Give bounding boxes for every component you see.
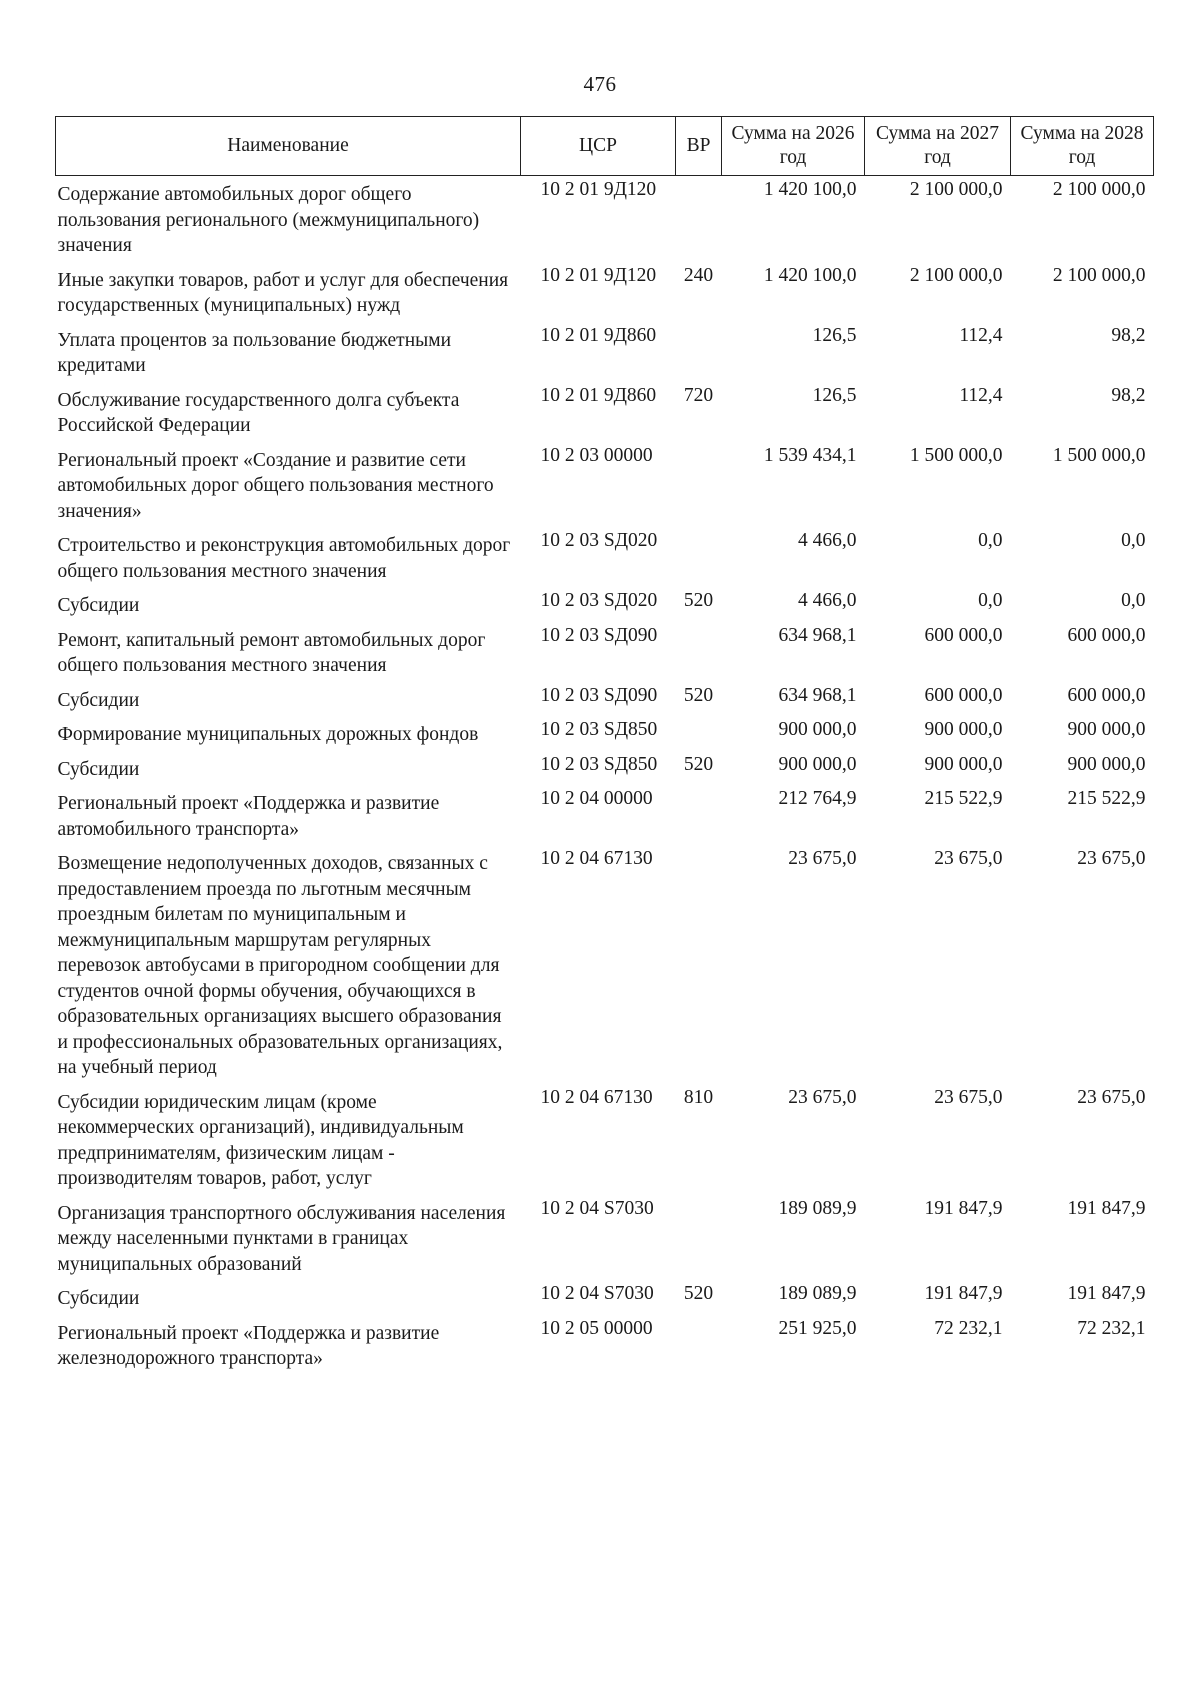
row-sum-2028: 900 000,0 (1067, 719, 1146, 740)
row-name: Возмещение недополученных доходов, связанных с предоставлением проезда по льготным месячным проездным билетам по муниципальным и межмуниципальным маршрутам регулярных перевозок автобусами в пригородном сообщении для студентов очной формы обучения, обучающихся в образовательных организациях высшего образования и профессиональных образовательных организациях, на учебный период (57, 853, 503, 1078)
row-sum-2028: 191 847,9 (1067, 1283, 1146, 1304)
row-vr: 240 (683, 264, 714, 286)
row-name: Региональный проект «Создание и развитие сети автомобильных дорог общего пользования местного значения» (57, 449, 494, 522)
row-sum-2027: 900 000,0 (924, 753, 1003, 775)
row-sum-2028: 98,2 (1111, 384, 1146, 406)
row-vr: 520 (683, 753, 714, 775)
row-csr: 10 2 01 9Д120 (540, 264, 657, 286)
row-sum-2027: 0,0 (978, 590, 1003, 611)
row-name: Субсидии (57, 689, 140, 711)
row-sum-2027: 0,0 (978, 530, 1003, 551)
row-name: Организация транспортного обслуживания населения между населенными пунктами в границах муниципальных образований (57, 1202, 506, 1275)
row-sum-2027: 600 000,0 (924, 624, 1003, 646)
row-csr: 10 2 03 SД020 (540, 530, 658, 551)
budget-table (55, 116, 1154, 1375)
header-sum-2028: Сумма на 2028 год (1011, 117, 1154, 176)
row-name: Субсидии (57, 758, 140, 780)
row-sum-2028: 2 100 000,0 (1052, 264, 1146, 286)
row-name: Субсидии (57, 1288, 140, 1309)
row-csr: 10 2 01 9Д860 (540, 324, 657, 346)
row-sum-2027: 215 522,9 (924, 788, 1003, 809)
row-csr: 10 2 04 00000 (540, 788, 653, 809)
row-sum-2026: 23 675,0 (788, 848, 857, 869)
table-row (56, 751, 1154, 786)
row-csr: 10 2 01 9Д120 (540, 179, 657, 200)
row-sum-2027: 112,4 (959, 384, 1003, 406)
row-vr: 520 (683, 684, 714, 706)
row-sum-2026: 251 925,0 (778, 1317, 857, 1339)
row-sum-2027: 191 847,9 (924, 1283, 1003, 1304)
table-row (56, 527, 1154, 587)
row-csr: 10 2 04 67130 (540, 1086, 653, 1108)
row-sum-2028: 23 675,0 (1077, 1086, 1146, 1108)
table-row (56, 845, 1154, 1084)
row-sum-2026: 1 539 434,1 (763, 444, 857, 466)
row-csr: 10 2 03 SД090 (540, 684, 658, 706)
row-csr: 10 2 05 00000 (540, 1317, 653, 1339)
row-sum-2027: 2 100 000,0 (909, 179, 1003, 200)
row-sum-2028: 600 000,0 (1067, 624, 1146, 646)
table-row (56, 587, 1154, 622)
row-sum-2026: 126,5 (812, 324, 857, 346)
row-sum-2026: 1 420 100,0 (763, 264, 857, 286)
table-row (56, 716, 1154, 751)
table-row (56, 785, 1154, 845)
row-sum-2027: 23 675,0 (934, 848, 1003, 869)
table-row (56, 262, 1154, 322)
row-sum-2026: 189 089,9 (778, 1283, 857, 1304)
table-row (56, 176, 1154, 262)
row-name: Региональный проект «Поддержка и развитие автомобильного транспорта» (57, 793, 440, 840)
row-sum-2028: 23 675,0 (1077, 848, 1146, 869)
page-number: 476 (583, 72, 617, 96)
table-row (56, 442, 1154, 528)
row-csr: 10 2 03 00000 (540, 444, 653, 466)
row-sum-2028: 0,0 (1121, 590, 1146, 611)
table-row (56, 1315, 1154, 1375)
row-csr: 10 2 03 SД090 (540, 624, 658, 646)
row-sum-2027: 900 000,0 (924, 719, 1003, 740)
row-sum-2028: 98,2 (1111, 324, 1146, 346)
row-name: Содержание автомобильных дорог общего пользования регионального (межмуниципального) значения (57, 184, 480, 256)
row-vr: 520 (683, 590, 714, 611)
header-vr: ВР (676, 117, 722, 176)
row-sum-2028: 900 000,0 (1067, 753, 1146, 775)
table-row (56, 322, 1154, 382)
row-vr: 520 (683, 1283, 714, 1304)
row-sum-2028: 2 100 000,0 (1052, 179, 1146, 200)
row-vr: 810 (683, 1086, 714, 1108)
row-sum-2026: 23 675,0 (788, 1086, 857, 1108)
row-sum-2026: 900 000,0 (778, 753, 857, 775)
row-name: Формирование муниципальных дорожных фондов (57, 724, 479, 745)
row-csr: 10 2 03 SД020 (540, 590, 658, 611)
row-csr: 10 2 01 9Д860 (540, 384, 657, 406)
row-csr: 10 2 04 67130 (540, 848, 653, 869)
header-name: Наименование (56, 117, 521, 176)
row-sum-2027: 112,4 (959, 324, 1003, 346)
row-sum-2027: 600 000,0 (924, 684, 1003, 706)
row-csr: 10 2 04 S7030 (540, 1197, 654, 1219)
table-row (56, 1195, 1154, 1281)
row-name: Иные закупки товаров, работ и услуг для обеспечения государственных (муниципальных) нужд (57, 269, 509, 316)
row-sum-2027: 72 232,1 (934, 1317, 1003, 1339)
row-sum-2026: 4 466,0 (798, 530, 857, 551)
row-sum-2028: 72 232,1 (1077, 1317, 1146, 1339)
row-name: Уплата процентов за пользование бюджетными кредитами (57, 329, 452, 376)
row-name: Обслуживание государственного долга субъекта Российской Федерации (57, 389, 460, 436)
table-header (56, 117, 1154, 176)
row-csr: 10 2 04 S7030 (540, 1283, 654, 1304)
row-csr: 10 2 03 SД850 (540, 753, 658, 775)
row-sum-2026: 1 420 100,0 (763, 179, 857, 200)
table-row (56, 682, 1154, 717)
row-sum-2028: 215 522,9 (1067, 788, 1146, 809)
row-vr: 720 (683, 384, 714, 406)
row-name: Строительство и реконструкция автомобильных дорог общего пользования местного значения (57, 535, 511, 582)
table-row (56, 382, 1154, 442)
table-row (56, 1280, 1154, 1315)
table-body (56, 176, 1154, 1375)
row-sum-2026: 634 968,1 (778, 624, 857, 646)
row-name: Региональный проект «Поддержка и развитие железнодорожного транспорта» (57, 1322, 440, 1369)
row-name: Субсидии юридическим лицам (кроме некоммерческих организаций), индивидуальным предпринимателям, физическим лицам - производителям товаров, работ, услуг (57, 1091, 464, 1189)
table-row (56, 1084, 1154, 1195)
row-sum-2026: 126,5 (812, 384, 857, 406)
row-sum-2027: 2 100 000,0 (909, 264, 1003, 286)
header-sum-2027: Сумма на 2027 год (865, 117, 1011, 176)
row-sum-2027: 23 675,0 (934, 1086, 1003, 1108)
row-sum-2026: 212 764,9 (778, 788, 857, 809)
row-sum-2028: 0,0 (1121, 530, 1146, 551)
row-sum-2027: 1 500 000,0 (909, 444, 1003, 466)
row-sum-2028: 600 000,0 (1067, 684, 1146, 706)
row-name: Ремонт, капитальный ремонт автомобильных дорог общего пользования местного значения (57, 629, 486, 676)
row-csr: 10 2 03 SД850 (540, 719, 658, 740)
row-sum-2026: 634 968,1 (778, 684, 857, 706)
row-sum-2026: 900 000,0 (778, 719, 857, 740)
row-sum-2026: 189 089,9 (778, 1197, 857, 1219)
row-name: Субсидии (57, 595, 140, 616)
row-sum-2027: 191 847,9 (924, 1197, 1003, 1219)
table-row (56, 622, 1154, 682)
row-sum-2028: 1 500 000,0 (1052, 444, 1146, 466)
header-csr: ЦСР (521, 117, 676, 176)
header-sum-2026: Сумма на 2026 год (722, 117, 865, 176)
row-sum-2026: 4 466,0 (798, 590, 857, 611)
row-sum-2028: 191 847,9 (1067, 1197, 1146, 1219)
